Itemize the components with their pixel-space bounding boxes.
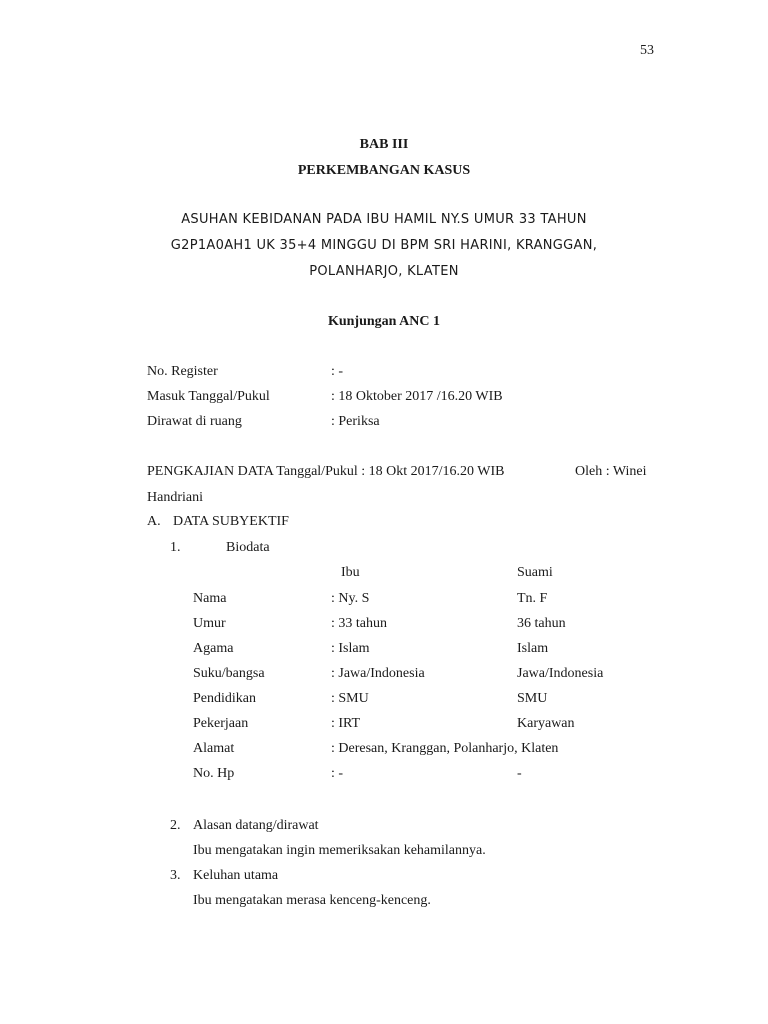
item-2-text: Ibu mengatakan ingin memeriksakan kehamilannya. bbox=[193, 843, 486, 858]
biodata-label: Umur bbox=[193, 616, 226, 631]
chapter-title: PERKEMBANGAN KASUS bbox=[297, 163, 471, 178]
biodata-ibu: : Islam bbox=[331, 641, 370, 656]
admission-label: Masuk Tanggal/Pukul bbox=[147, 389, 270, 404]
biodata-label: No. Hp bbox=[193, 766, 235, 781]
item-3-title: Keluhan utama bbox=[193, 868, 279, 883]
assessment-examiner-cont: Handriani bbox=[147, 490, 203, 505]
biodata-ibu: : IRT bbox=[331, 716, 361, 731]
biodata-ibu: : Jawa/Indonesia bbox=[331, 666, 425, 681]
biodata-suami: - bbox=[517, 766, 522, 781]
heading-line-3: POLANHARJO, KLATEN bbox=[309, 264, 459, 279]
biodata-label: Nama bbox=[193, 591, 227, 606]
item-1-title: Biodata bbox=[226, 540, 270, 555]
biodata-ibu: : Ny. S bbox=[331, 591, 370, 606]
biodata-header-suami: Suami bbox=[517, 565, 553, 580]
item-2-title: Alasan datang/dirawat bbox=[193, 818, 319, 833]
biodata-ibu: : 33 tahun bbox=[331, 616, 387, 631]
biodata-ibu: : Deresan, Kranggan, Polanharjo, Klaten bbox=[331, 741, 559, 756]
section-a-letter: A. bbox=[147, 514, 161, 529]
biodata-ibu: : - bbox=[331, 766, 344, 781]
chapter-number: BAB III bbox=[359, 137, 409, 152]
register-label: No. Register bbox=[147, 364, 218, 379]
admission-value: : 18 Oktober 2017 /16.20 WIB bbox=[331, 389, 503, 404]
biodata-label: Agama bbox=[193, 641, 234, 656]
biodata-ibu: : SMU bbox=[331, 691, 369, 706]
item-2-number: 2. bbox=[170, 818, 181, 833]
ward-value: : Periksa bbox=[331, 414, 380, 429]
biodata-header-ibu: Ibu bbox=[341, 565, 360, 580]
item-3-number: 3. bbox=[170, 868, 181, 883]
biodata-label: Pekerjaan bbox=[193, 716, 249, 731]
item-3-text: Ibu mengatakan merasa kenceng-kenceng. bbox=[193, 893, 431, 908]
ward-label: Dirawat di ruang bbox=[147, 414, 242, 429]
biodata-suami: Islam bbox=[517, 641, 549, 656]
assessment-line: PENGKAJIAN DATA Tanggal/Pukul : 18 Okt 2017/16.20 WIB bbox=[147, 464, 505, 479]
biodata-suami: Karyawan bbox=[517, 716, 575, 731]
heading-line-1: ASUHAN KEBIDANAN PADA IBU HAMIL NY.S UMUR 33 TAHUN bbox=[181, 212, 587, 227]
visit-title: Kunjungan ANC 1 bbox=[327, 314, 441, 329]
biodata-suami: 36 tahun bbox=[517, 616, 566, 631]
biodata-label: Alamat bbox=[193, 741, 235, 756]
item-1-number: 1. bbox=[170, 540, 181, 555]
assessment-examiner: Oleh : Winei bbox=[575, 464, 647, 479]
page-number: 53 bbox=[640, 43, 654, 58]
biodata-label: Suku/bangsa bbox=[193, 666, 265, 681]
biodata-label: Pendidikan bbox=[193, 691, 256, 706]
biodata-suami: Jawa/Indonesia bbox=[517, 666, 604, 681]
heading-line-2: G2P1A0AH1 UK 35+4 MINGGU DI BPM SRI HARINI, KRANGGAN, bbox=[170, 238, 598, 253]
biodata-suami: Tn. F bbox=[517, 591, 548, 606]
section-a-title: DATA SUBYEKTIF bbox=[173, 514, 289, 529]
biodata-suami: SMU bbox=[517, 691, 548, 706]
register-value: : - bbox=[331, 364, 344, 379]
